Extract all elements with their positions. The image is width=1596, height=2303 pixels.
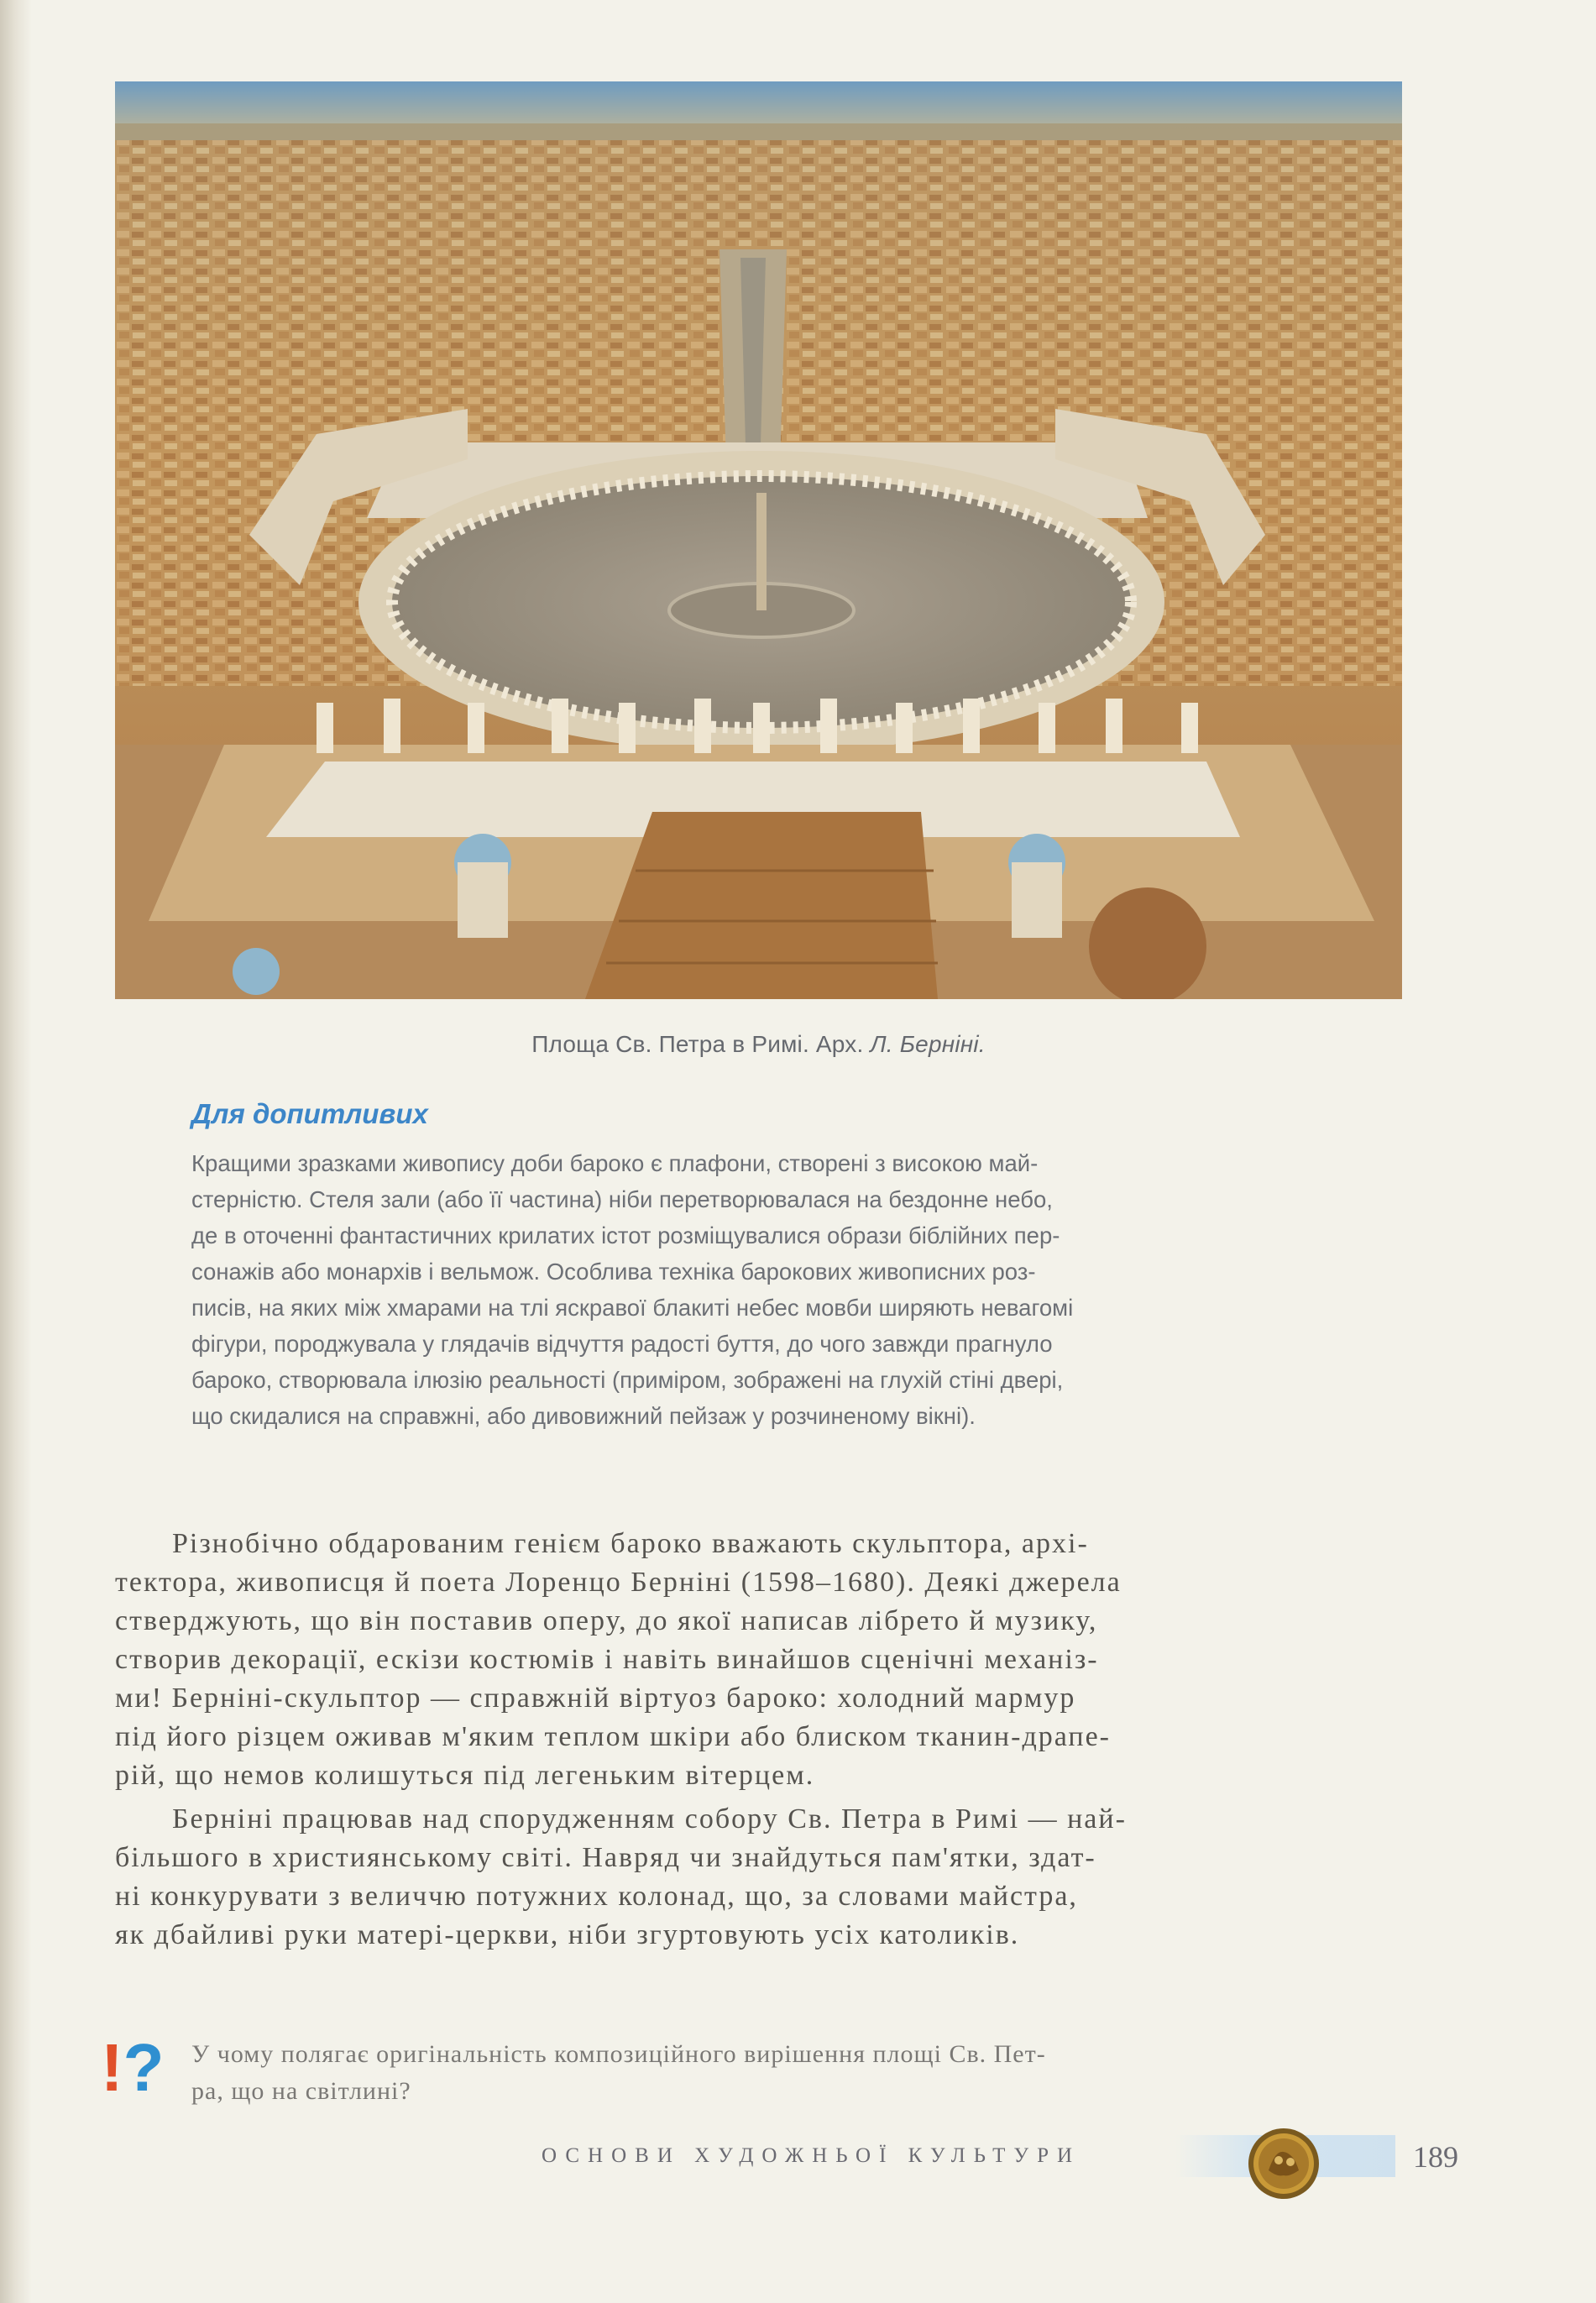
body-text-line: як дбайливі руки матері-церкви, ніби згуртовують усіх католиків. [115,1919,1020,1950]
sidebar-text-line: сонажів або монархів і вельмож. Особлива техніка барокових живописних роз- [191,1259,1036,1285]
page-binding-edge [0,0,32,2303]
body-text-line: під його різцем оживав м'яким теплом шкіри або блиском тканин-драпе- [115,1721,1111,1752]
question-mark-icon: ? [123,2030,165,2105]
body-text-line: створив декорації, ескізи костюмів і навіть винайшов сценічні механіз- [115,1644,1099,1675]
caption-author: Л. Берніні. [870,1031,986,1057]
body-text-line: ми! Берніні-скульптор — справжній віртуоз бароко: холодний мармур [115,1683,1076,1714]
body-text-line: більшого в християнському світі. Навряд чи знайдуться пам'ятки, здат- [115,1842,1096,1873]
st-peters-square-photo [115,81,1402,999]
caption-text: Площа Св. Петра в Римі. Арх. [531,1031,871,1057]
exclamation-icon: ! [101,2030,123,2105]
photo-illustration [115,81,1402,999]
photo-caption [115,1031,1402,1058]
footer-book-title: ОСНОВИ ХУДОЖНЬОЇ КУЛЬТУРИ [542,2144,1081,2167]
page-number: 189 [1413,2140,1458,2174]
sidebar-text-line: що скидалися на справжні, або дивовижний пейзаж у розчиненому вікні). [191,1403,976,1429]
body-text-line: ні конкурувати з величчю потужних колонад, що, за словами майстра, [115,1881,1078,1912]
body-text-line: Різнобічно обдарованим генієм бароко вважають скульптора, архі- [172,1528,1089,1559]
body-text-line: рій, що немов колишуться під легеньким вітерцем. [115,1760,815,1791]
sidebar-heading: Для допитливих [191,1098,428,1129]
body-text-line: стверджують, що він поставив оперу, до якої написав лібрето й музику, [115,1605,1098,1636]
sidebar-text-line: писів, на яких між хмарами на тлі яскравої блакиті небес мовби ширяють невагомі [191,1295,1074,1321]
sidebar-text-line: фігури, породжувала у глядачів відчуття радості буття, до чого завжди прагнуло [191,1331,1053,1357]
question-text-line: ра, що на світлині? [191,2077,411,2105]
question-text-line: У чому полягає оригінальність композиційного вирішення площі Св. Пет- [191,2040,1046,2068]
question-icon [101,2030,165,2105]
sidebar-text-line: Кращими зразками живопису доби бароко є плафони, створені з високою май- [191,1150,1039,1176]
sidebar-text-line: стерністю. Стеля зали (або її частина) ніби перетворювалася на бездонне небо, [191,1186,1053,1212]
emblem-icon [1247,2127,1321,2201]
body-text-line: тектора, живописця й поета Лоренцо Берніні (1598–1680). Деякі джерела [115,1567,1122,1598]
sidebar-text-line: де в оточенні фантастичних крилатих істот розміщувалися образи біблійних пер- [191,1222,1060,1248]
sidebar-text-line: бароко, створювала ілюзію реальності (приміром, зображені на глухій стіні двері, [191,1367,1064,1393]
body-text-line: Берніні працював над спорудженням собору Св. Петра в Римі — най- [172,1803,1127,1835]
